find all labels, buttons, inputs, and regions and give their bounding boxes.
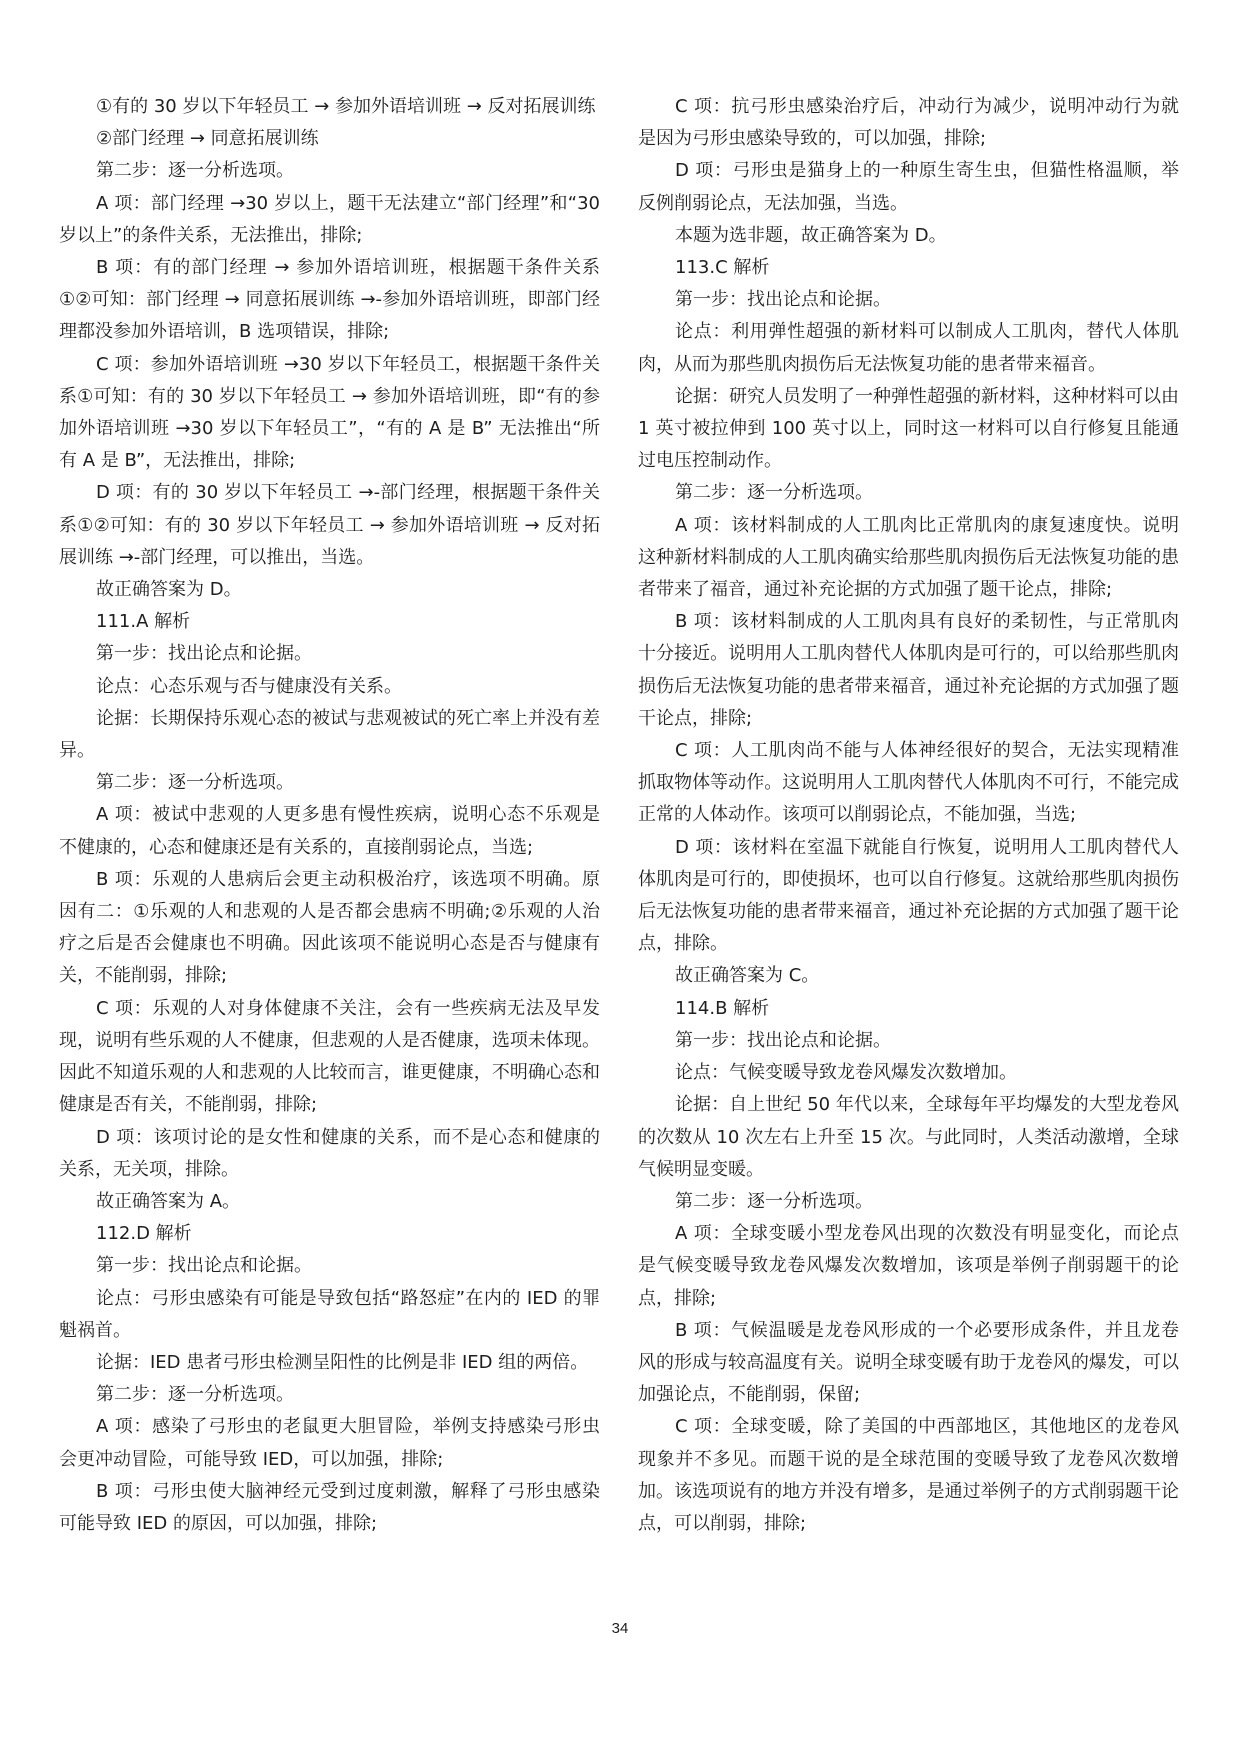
paragraph: 故正确答案为 A。 <box>96 1190 241 1212</box>
paragraph: A 项：全球变暖小型龙卷风出现的次数没有明显变化，而论点是气候变暖导致龙卷风爆发次数增加，该项是举例子削弱题干的论点，排除; <box>638 1223 1179 1309</box>
paragraph: A 项：被试中悲观的人更多患有慢性疾病，说明心态不乐观是不健康的，心态和健康还是有关系的，直接削弱论点，当选; <box>59 804 600 858</box>
paragraph: 第一步：找出论点和论据。 <box>96 643 312 665</box>
paragraph: 113.C 解析 <box>675 257 770 279</box>
paragraph: D 项：该项讨论的是女性和健康的关系，而不是心态和健康的关系，无关项，排除。 <box>59 1126 600 1180</box>
paragraph: D 项：有的 30 岁以下年轻员工 →-部门经理，根据题干条件关系①②可知：有的 30 岁以下年轻员工 → 参加外语培训班 → 反对拓展训练 →-部门经理，可以推出，当选。 <box>59 482 600 568</box>
paragraph: B 项：弓形虫使大脑神经元受到过度刺激，解释了弓形虫感染可能导致 IED 的原因，可以加强，排除; <box>59 1480 600 1534</box>
paragraph: 第二步：逐一分析选项。 <box>96 772 294 794</box>
paragraph: 故正确答案为 D。 <box>96 579 242 601</box>
paragraph: 114.B 解析 <box>675 997 770 1019</box>
paragraph: 第二步：逐一分析选项。 <box>96 1384 294 1406</box>
paragraph: 论点：弓形虫感染有可能是导致包括“路怒症”在内的 IED 的罪魁祸首。 <box>59 1287 600 1341</box>
paragraph: D 项：该材料在室温下就能自行恢复，说明用人工肌肉替代人体肌肉是可行的，即使损坏，也可以自行修复。这就给那些肌肉损伤后无法恢复功能的患者带来福音，通过补充论据的方式加强了题干论点，排除。 <box>638 836 1179 955</box>
paragraph: 论据：研究人员发明了一种弹性超强的新材料，这种材料可以由 1 英寸被拉伸到 100 英寸以上，同时这一材料可以自行修复且能通过电压控制动作。 <box>638 385 1179 472</box>
paragraph: C 项：抗弓形虫感染治疗后，冲动行为减少，说明冲动行为就是因为弓形虫感染导致的，可以加强，排除; <box>638 96 1179 150</box>
paragraph: 论点：气候变暖导致龙卷风爆发次数增加。 <box>675 1062 1017 1084</box>
paragraph: 第一步：找出论点和论据。 <box>96 1255 312 1277</box>
paragraph: B 项：有的部门经理 → 参加外语培训班，根据题干条件关系①②可知：部门经理 → 同意拓展训练 →-参加外语培训班，即部门经理都没参加外语培训，B 选项错误，排除; <box>59 257 600 343</box>
paragraph: C 项：参加外语培训班 →30 岁以下年轻员工，根据题干条件关系①可知：有的 30 岁以下年轻员工 → 参加外语培训班，即“有的参加外语培训班 →30 岁以下年轻员工”，“有的 A 是 B” 无法推出“所有 A 是 B”，无法推出，排除; <box>59 353 600 472</box>
paragraph: C 项：乐观的人对身体健康不关注，会有一些疾病无法及早发现，说明有些乐观的人不健康，但悲观的人是否健康，选项未体现。因此不知道乐观的人和悲观的人比较而言，谁更健康，不明确心态和健康是否有关，不能削弱，排除; <box>59 997 600 1116</box>
page-number: 34 <box>611 1620 629 1637</box>
paragraph: 第二步：逐一分析选项。 <box>675 482 873 504</box>
paragraph: 论点：心态乐观与否与健康没有关系。 <box>96 675 402 697</box>
left-column <box>59 91 600 1540</box>
paragraph: 第二步：逐一分析选项。 <box>675 1190 873 1212</box>
paragraph: A 项：感染了弓形虫的老鼠更大胆冒险，举例支持感染弓形虫会更冲动冒险，可能导致 IED，可以加强，排除; <box>59 1416 600 1470</box>
paragraph: 本题为选非题，故正确答案为 D。 <box>675 224 947 246</box>
right-column <box>638 91 1179 1540</box>
paragraph: 论据：IED 患者弓形虫检测呈阳性的比例是非 IED 组的两倍。 <box>96 1351 589 1373</box>
paragraph: 第一步：找出论点和论据。 <box>675 1029 891 1051</box>
paragraph: A 项：该材料制成的人工肌肉比正常肌肉的康复速度快。说明这种新材料制成的人工肌肉确实给那些肌肉损伤后无法恢复功能的患者带来了福音，通过补充论据的方式加强了题干论点，排除; <box>638 514 1179 601</box>
paragraph: C 项：全球变暖，除了美国的中西部地区，其他地区的龙卷风现象并不多见。而题干说的是全球范围的变暖导致了龙卷风次数增加。该选项说有的地方并没有增多，是通过举例子的方式削弱题干论点，可以削弱，排除; <box>638 1416 1179 1534</box>
paragraph: 112.D 解析 <box>96 1223 192 1245</box>
paragraph: B 项：气候温暖是龙卷风形成的一个必要形成条件，并且龙卷风的形成与较高温度有关。说明全球变暖有助于龙卷风的爆发，可以加强论点，不能削弱，保留; <box>638 1319 1179 1406</box>
paragraph: B 项：该材料制成的人工肌肉具有良好的柔韧性，与正常肌肉十分接近。说明用人工肌肉替代人体肌肉是可行的，可以给那些肌肉损伤后无法恢复功能的患者带来福音，通过补充论据的方式加强了题干论点，排除; <box>638 611 1179 729</box>
paragraph: 第二步：逐一分析选项。 <box>96 160 294 182</box>
paragraph: C 项：人工肌肉尚不能与人体神经很好的契合，无法实现精准抓取物体等动作。这说明用人工肌肉替代人体肌肉不可行，不能完成正常的人体动作。该项可以削弱论点，不能加强，当选; <box>638 740 1179 826</box>
paragraph: 论据：自上世纪 50 年代以来，全球每年平均爆发的大型龙卷风的次数从 10 次左右上升至 15 次。与此同时，人类活动激增，全球气候明显变暖。 <box>638 1094 1179 1180</box>
paragraph: D 项：弓形虫是猫身上的一种原生寄生虫，但猫性格温顺，举反例削弱论点，无法加强，当选。 <box>638 160 1179 214</box>
paragraph: 论据：长期保持乐观心态的被试与悲观被试的死亡率上并没有差异。 <box>59 707 600 762</box>
paragraph: 111.A 解析 <box>96 611 191 633</box>
paragraph: 第一步：找出论点和论据。 <box>675 289 891 311</box>
paragraph: ①有的 30 岁以下年轻员工 → 参加外语培训班 → 反对拓展训练 <box>96 96 596 117</box>
paragraph: 故正确答案为 C。 <box>675 965 820 987</box>
paragraph: A 项：部门经理 →30 岁以上，题干无法建立“部门经理”和“30 岁以上”的条件关系，无法推出，排除; <box>59 192 600 246</box>
paragraph: B 项：乐观的人患病后会更主动积极治疗，该选项不明确。原因有二：①乐观的人和悲观的人是否都会患病不明确;②乐观的人治疗之后是否会健康也不明确。因此该项不能说明心态是否与健康有关，不能削弱，排除; <box>59 868 600 987</box>
paragraph: ②部门经理 → 同意拓展训练 <box>96 128 319 150</box>
paragraph: 论点：利用弹性超强的新材料可以制成人工肌肉，替代人体肌肉，从而为那些肌肉损伤后无法恢复功能的患者带来福音。 <box>638 321 1179 375</box>
